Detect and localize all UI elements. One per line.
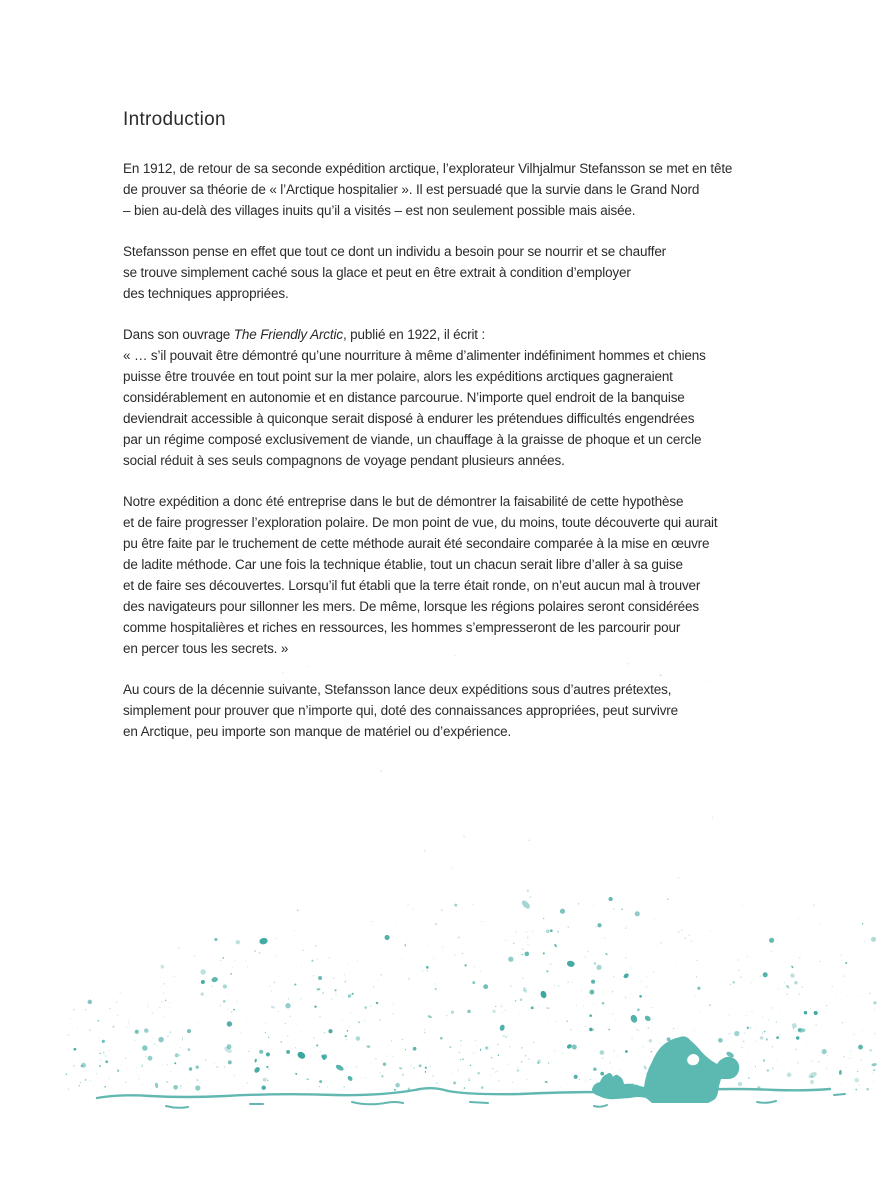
- text-line: pu être faite par le truchement de cette méthode aurait été secondaire comparée à la mise en œuvre: [123, 536, 710, 551]
- text-line: se trouve simplement caché sous la glace et peut en être extrait à condition d’employer: [123, 265, 631, 280]
- paragraph: [123, 158, 813, 221]
- text-line: en percer tous les secrets. »: [123, 641, 289, 656]
- ground-line: [97, 1088, 845, 1108]
- text-line: de prouver sa théorie de « l’Arctique hospitalier ». Il est persuadé que la survie dans le Grand Nord: [123, 182, 700, 197]
- text-line: de ladite méthode. Car une fois la technique établie, tout un chacun serait libre d’aller à sa guise: [123, 557, 683, 572]
- text-line: en Arctique, peu importe son manque de matériel ou d’expérience.: [123, 724, 512, 739]
- text-line: Dans son ouvrage The Friendly Arctic, publié en 1922, il écrit :: [123, 327, 486, 342]
- walrus-silhouette: [592, 1036, 739, 1103]
- text-line: Au cours de la décennie suivante, Stefansson lance deux expéditions sous d’autres prétextes,: [123, 682, 672, 697]
- text-line: puisse être trouvée en tout point sur la mer polaire, alors les expéditions arctiques gagneraient: [123, 369, 673, 384]
- text-line: par un régime composé exclusivement de viande, un chauffage à la graisse de phoque et un cercle: [123, 432, 702, 447]
- text-line: considérablement en autonomie et en distance parcourue. N’importe quel endroit de la banquise: [123, 390, 685, 405]
- text-line: des techniques appropriées.: [123, 286, 289, 301]
- text-line: « … s’il pouvait être démontré qu’une nourriture à même d’alimenter indéfiniment hommes et chiens: [123, 348, 706, 363]
- paragraph: [123, 241, 813, 304]
- article-body: [123, 158, 813, 742]
- paragraph: [123, 491, 813, 659]
- paragraph: [123, 324, 813, 471]
- text-line: Stefansson pense en effet que tout ce dont un individu a besoin pour se nourrir et se chauffer: [123, 244, 667, 259]
- text-line: social réduit à ses seuls compagnons de voyage pendant plusieurs années.: [123, 453, 565, 468]
- page-title: Introduction: [123, 109, 226, 130]
- text-line: Notre expédition a donc été entreprise dans le but de démontrer la faisabilité de cette hypothèse: [123, 494, 684, 509]
- text-line: simplement pour prouver que n’importe qui, doté des connaissances appropriées, peut survivre: [123, 703, 679, 718]
- text-line: – bien au-delà des villages inuits qu’il a visités – est non seulement possible mais aisée.: [123, 203, 636, 218]
- text-line: deviendrait accessible à quiconque serait disposé à endurer les prétendues difficultés engendrées: [123, 411, 695, 426]
- page-content: [123, 109, 813, 742]
- text-line: des navigateurs pour sillonner les mers. De même, lorsque les régions polaires seront considérées: [123, 599, 699, 614]
- text-line: et de faire ses découvertes. Lorsqu’il fut établi que la terre était ronde, on n’eut aucun mal à trouver: [123, 578, 701, 593]
- text-line: En 1912, de retour de sa seconde expédition arctique, l’explorateur Vilhjalmur Stefansson se met en tête: [123, 161, 733, 176]
- paragraph: [123, 679, 813, 742]
- text-line: comme hospitalières et riches en ressources, les hommes s’empresseront de les parcourir pour: [123, 620, 681, 635]
- text-line: et de faire progresser l’exploration polaire. De mon point de vue, du moins, toute découverte qui aurait: [123, 515, 718, 530]
